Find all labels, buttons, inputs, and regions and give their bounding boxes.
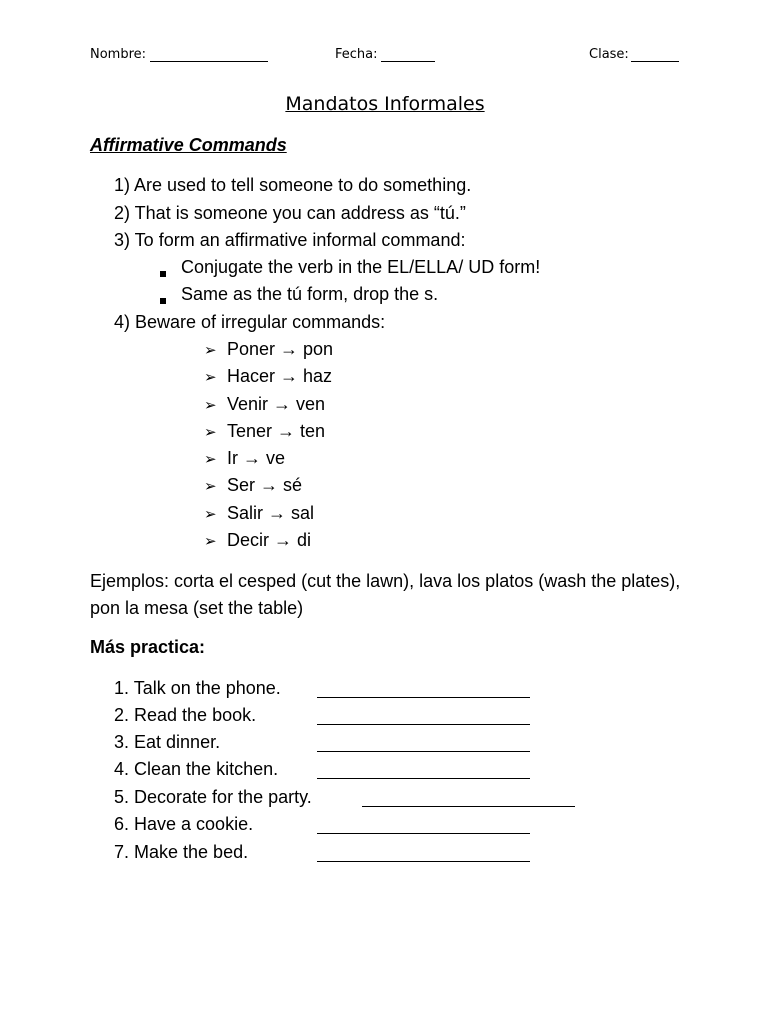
practice-item: 4. Clean the kitchen.: [114, 759, 279, 779]
answer-blank[interactable]: [317, 861, 530, 862]
answer-blank[interactable]: [362, 806, 575, 807]
practice-item: 6. Have a cookie.: [114, 814, 254, 834]
irregular-item: Ir → ve: [227, 448, 286, 468]
arrowhead-bullet-icon: ➢: [204, 477, 217, 495]
arrowhead-bullet-icon: ➢: [204, 532, 217, 550]
irregular-item: Tener → ten: [227, 421, 326, 441]
arrowhead-bullet-icon: ➢: [204, 450, 217, 468]
point-4: 4) Beware of irregular commands:: [114, 312, 386, 332]
practice-item: 5. Decorate for the party.: [114, 787, 312, 807]
clase-blank[interactable]: [631, 61, 679, 62]
answer-blank[interactable]: [317, 833, 530, 834]
arrowhead-bullet-icon: ➢: [204, 396, 217, 414]
affirmative-heading: Affirmative Commands: [90, 135, 287, 155]
arrowhead-bullet-icon: ➢: [204, 341, 217, 359]
practice-item: 7. Make the bed.: [114, 842, 249, 862]
answer-blank[interactable]: [317, 724, 530, 725]
practice-item: 3. Eat dinner.: [114, 732, 221, 752]
irregular-item: Ser → sé: [227, 475, 303, 495]
answer-blank[interactable]: [317, 697, 530, 698]
arrowhead-bullet-icon: ➢: [204, 368, 217, 386]
nombre-blank[interactable]: [150, 61, 268, 62]
nombre-label: Nombre:: [90, 47, 147, 62]
square-bullet-icon: [160, 264, 166, 282]
page-title: Mandatos Informales: [285, 93, 485, 115]
practice-heading: Más practica:: [90, 637, 206, 657]
irregular-item: Decir → di: [227, 530, 312, 550]
answer-blank[interactable]: [317, 778, 530, 779]
answer-blank[interactable]: [317, 751, 530, 752]
practice-item: 2. Read the book.: [114, 705, 257, 725]
point-2: 2) That is someone you can address as “tú.”: [114, 203, 466, 223]
fecha-blank[interactable]: [381, 61, 435, 62]
arrowhead-bullet-icon: ➢: [204, 505, 217, 523]
point-3: 3) To form an affirmative informal command:: [114, 230, 466, 250]
practice-item: 1. Talk on the phone.: [114, 678, 281, 698]
fecha-label: Fecha:: [335, 47, 378, 62]
irregular-item: Poner → pon: [227, 339, 334, 359]
irregular-item: Salir → sal: [227, 503, 315, 523]
irregular-item: Venir → ven: [227, 394, 326, 414]
clase-label: Clase:: [589, 47, 629, 62]
examples-paragraph: Ejemplos: corta el cesped (cut the lawn), lava los platos (wash the plates), pon la mesa (set the table): [90, 571, 681, 618]
irregular-item: Hacer → haz: [227, 366, 333, 386]
square-bullet-icon: [160, 291, 166, 309]
bullet-item-1: Conjugate the verb in the EL/ELLA/ UD form!: [181, 257, 541, 277]
point-1: 1) Are used to tell someone to do something.: [114, 175, 472, 195]
arrowhead-bullet-icon: ➢: [204, 423, 217, 441]
bullet-item-2: Same as the tú form, drop the s.: [181, 284, 439, 304]
